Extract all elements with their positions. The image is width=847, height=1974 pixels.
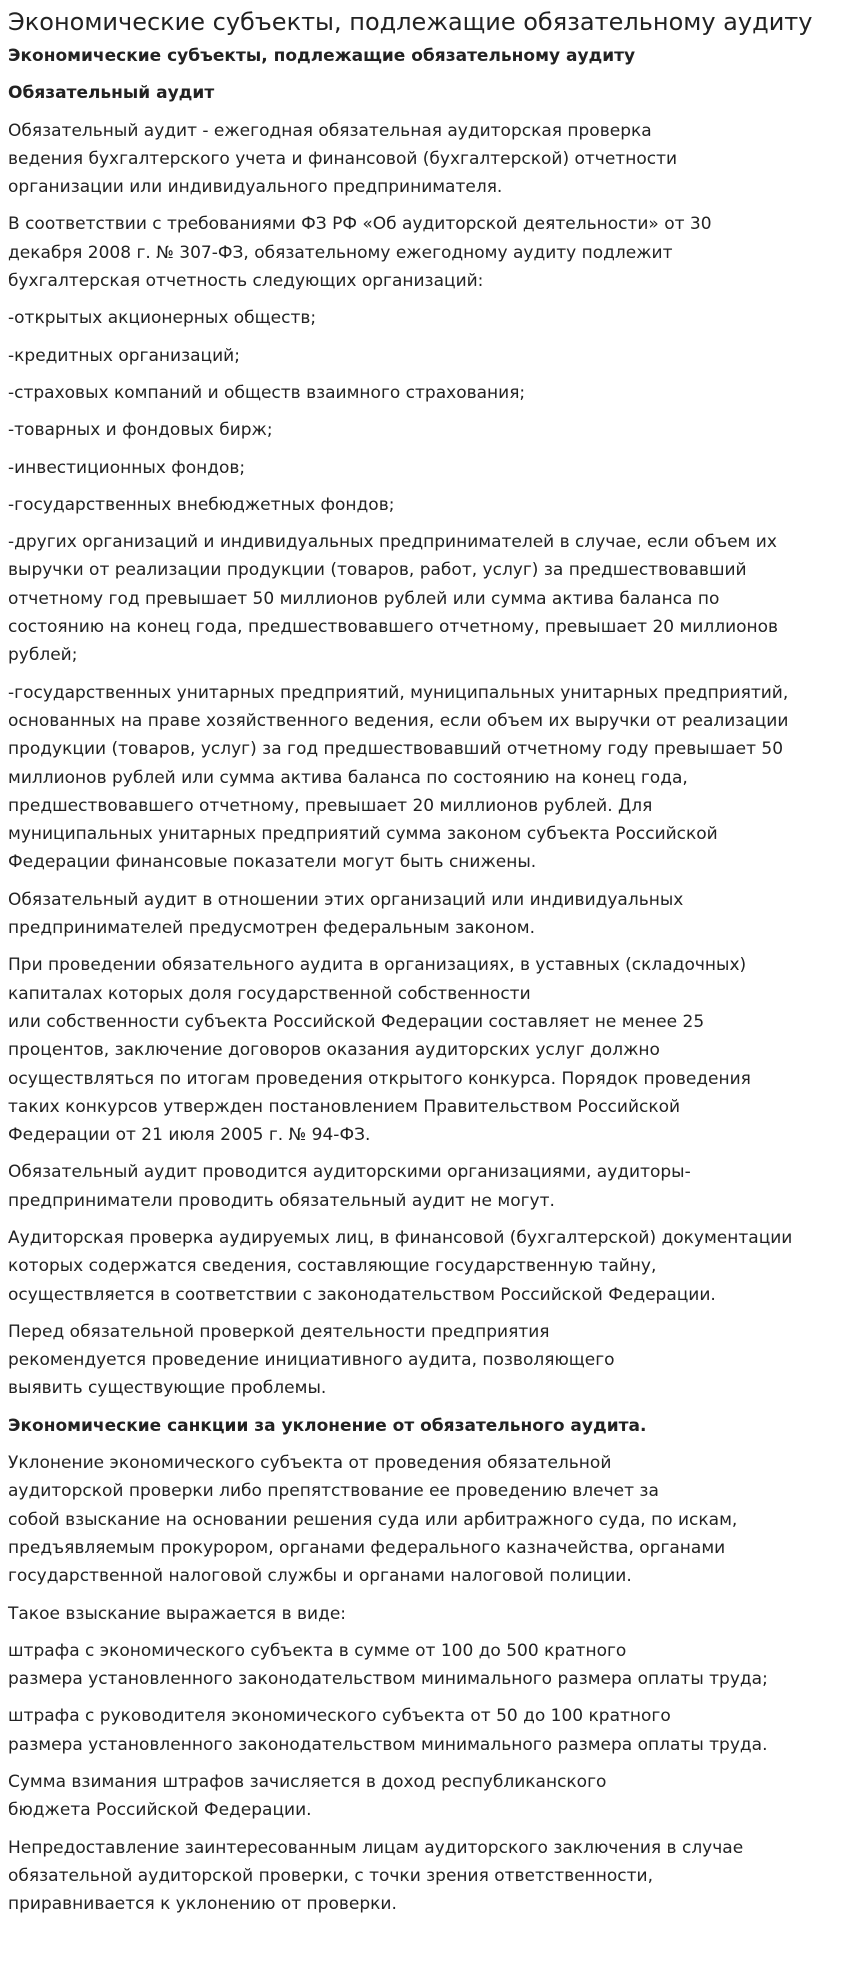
list-item: -открытых акционерных обществ; [8, 308, 317, 329]
document-page [0, 8, 835, 1938]
paragraph: Сумма взимания штрафов зачисляется в доход республиканского бюджета Российской Федерации. [8, 1772, 607, 1821]
list-item: -государственных унитарных предприятий, муниципальных унитарных предприятий, основанных на праве хозяйственного ведения, если объем их выручки от реализации продукции (товаров, услуг) за год предшествовавший отчетному году превышает 50 миллионов рублей или сумма актива баланса по состоянию на конец года, предшествовавшего отчетному, превышает 20 миллионов рублей. Для муниципальных унитарных предприятий сумма законом субъекта Российской Федерации финансовые показатели могут быть снижены. [8, 682, 789, 873]
paragraph: Непредоставление заинтересованным лицам аудиторского заключения в случае обязательной аудиторской проверки, с точки зрения ответственности, приравнивается к уклонению от проверки. [8, 1837, 744, 1915]
paragraph: Уклонение экономического субъекта от проведения обязательной аудиторской проверки либо препятствование ее проведению влечет за собой взыскание на основании решения суда или арбитражного суда, по искам, предъявляемым прокурором, органами федерального казначейства, органами государственной налоговой службы и органами налоговой полиции. [8, 1453, 738, 1587]
page-title: Экономические субъекты, подлежащие обязательному аудиту [8, 8, 813, 36]
paragraph: Аудиторская проверка аудируемых лиц, в финансовой (бухгалтерской) документации которых содержатся сведения, составляющие государственную тайну, осуществляется в соответствии с законодательством Российской Федерации. [8, 1227, 793, 1305]
list-item: -кредитных организаций; [8, 345, 240, 366]
list-item: -инвестиционных фондов; [8, 457, 246, 478]
list-item: -государственных внебюджетных фондов; [8, 494, 395, 515]
paragraph: Такое взыскание выражается в виде: [8, 1603, 347, 1624]
section-heading: Экономические субъекты, подлежащие обязательному аудиту [8, 46, 636, 66]
paragraph: Обязательный аудит проводится аудиторскими организациями, аудиторы- предприниматели проводить обязательный аудит не могут. [8, 1162, 691, 1211]
section-heading: Экономические санкции за уклонение от обязательного аудита. [8, 1415, 647, 1436]
list-item: -товарных и фондовых бирж; [8, 420, 273, 441]
section-heading: Обязательный аудит [8, 83, 215, 104]
paragraph: штрафа с руководителя экономического субъекта от 50 до 100 кратного размера установленного законодательством минимального размера оплаты труда. [8, 1706, 768, 1755]
paragraph: Обязательный аудит - ежегодная обязательная аудиторская проверка ведения бухгалтерского учета и финансовой (бухгалтерской) отчетности организации или индивидуального предпринимателя. [8, 120, 678, 198]
paragraph: При проведении обязательного аудита в организациях, в уставных (складочных) капиталах которых доля государственной собственности или собственности субъекта Российской Федерации составляет не менее 25 процентов, заключение договоров оказания аудиторских услуг должно осуществляться по итогам проведения открытого конкурса. Порядок проведения таких конкурсов утвержден постановлением Правительством Российской Федерации от 21 июля 2005 г. № 94-ФЗ. [8, 955, 751, 1146]
list-item: -других организаций и индивидуальных предпринимателей в случае, если объем их выручки от реализации продукции (товаров, работ, услуг) за предшествовавший отчетному год превышает 50 миллионов рублей или сумма актива баланса по состоянию на конец года, предшествовавшего отчетному, превышает 20 миллионов рублей; [8, 532, 779, 666]
list-item: -страховых компаний и обществ взаимного страхования; [8, 382, 526, 403]
paragraph: Перед обязательной проверкой деятельности предприятия рекомендуется проведение инициативного аудита, позволяющего выявить существующие проблемы. [8, 1321, 615, 1399]
paragraph: В соответствии с требованиями ФЗ РФ «Об аудиторской деятельности» от 30 декабря 2008 г. № 307-ФЗ, обязательному ежегодному аудиту подлежит бухгалтерская отчетность следующих организаций: [8, 214, 712, 292]
paragraph: Обязательный аудит в отношении этих организаций или индивидуальных предпринимателей предусмотрен федеральным законом. [8, 889, 684, 939]
paragraph: штрафа с экономического субъекта в сумме от 100 до 500 кратного размера установленного законодательством минимального размера оплаты труда; [8, 1640, 768, 1690]
